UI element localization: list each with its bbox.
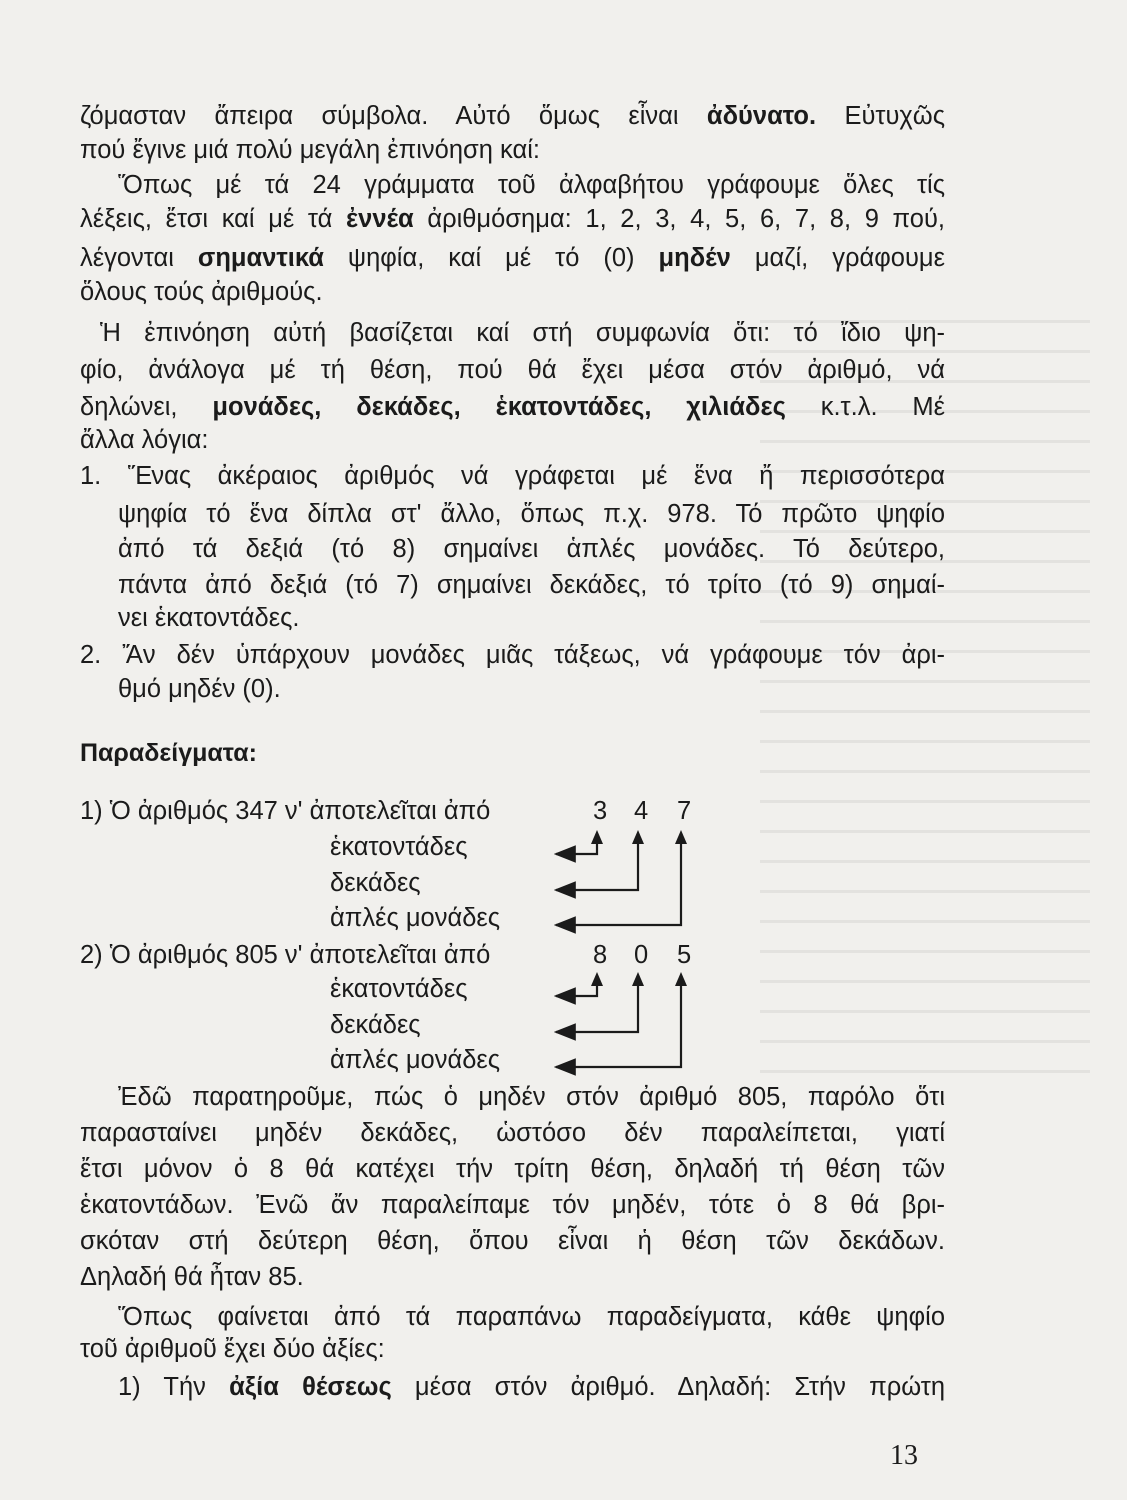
- example1-label-hundreds: ἑκατοντάδες: [330, 833, 468, 861]
- rule1-line3: ἀπό τά δεξιά (τό 8) σημαίνει ἁπλές μονάδες. Τό δεύτερο,: [118, 535, 945, 563]
- arrowhead-up-ex1-hundreds: [591, 830, 603, 844]
- rule2-line1: 2. Ἄν δέν ὑπάρχουν μονάδες μιᾶς τάξεως, νά γράφουμε τόν ἀρι-: [80, 641, 945, 669]
- bold-word: ἐννέα: [346, 205, 414, 233]
- text-run: μαζί, γράφουμε: [730, 244, 945, 272]
- text-run: ἀριθμόσημα: 1, 2, 3, 4, 5, 6, 7, 8, 9 πού,: [413, 205, 945, 233]
- arrowhead-up-ex2-hundreds: [591, 972, 603, 986]
- bold-words: μονάδες, δεκάδες, ἑκατοντάδες, χιλιάδες: [212, 393, 786, 421]
- para2-line2: φίο, ἀνάλογα μέ τή θέση, πού θά ἔχει μέσα στόν ἀριθμό, νά: [80, 356, 945, 384]
- text-run: 1) Τήν: [118, 1373, 230, 1401]
- arrowhead-up-ex1-units: [675, 830, 687, 844]
- example2-label-tens: δεκάδες: [330, 1011, 421, 1039]
- example2-digit-hundreds: 8: [593, 941, 608, 969]
- text-run: μέσα στόν ἀριθμό. Δηλαδή: Στήν πρώτη: [391, 1373, 946, 1401]
- para1-line2: πού ἔγινε μιά πολύ μεγάλη ἐπινόηση καί:: [80, 136, 540, 164]
- example1-digit-units: 7: [677, 797, 692, 825]
- rule1-line2: ψηφία τό ἕνα δίπλα στ' ἄλλο, ὅπως π.χ. 978. Τό πρῶτο ψηφίο: [118, 500, 945, 528]
- text-run: λέξεις, ἔτσι καί μέ τά: [80, 205, 347, 233]
- para1-line3: Ὅπως μέ τά 24 γράμματα τοῦ ἀλφαβήτου γράφουμε ὅλες τίς: [118, 171, 945, 199]
- para3-line3: ἔτσι μόνον ὁ 8 θά κατέχει τήν τρίτη θέση, δηλαδή τή θέση τῶν: [80, 1155, 945, 1183]
- para3-line6: Δηλαδή θά ἦταν 85.: [80, 1263, 304, 1291]
- arrowhead-up-ex2-units: [675, 972, 687, 986]
- bold-words: ἀξία θέσεως: [229, 1373, 392, 1401]
- example1-text: 1) Ὁ ἀριθμός 347 ν' ἀποτελεῖται ἀπό: [80, 797, 491, 825]
- arrow-ex1-units: [556, 835, 681, 925]
- para4-line1: Ὅπως φαίνεται ἀπό τά παραπάνω παραδείγματα, κάθε ψηφίο: [118, 1303, 945, 1331]
- text-run: Εὐτυχῶς: [816, 102, 945, 130]
- example1-label-units: ἁπλές μονάδες: [330, 904, 501, 932]
- para3-line2: παρασταίνει μηδέν δεκάδες, ὡστόσο δέν παραλείπεται, γιατί: [80, 1119, 945, 1147]
- example1-label-tens: δεκάδες: [330, 869, 421, 897]
- example2-digit-units: 5: [677, 941, 692, 969]
- bold-word: σημαντικά: [197, 244, 324, 272]
- bold-word: ἀδύνατο.: [706, 102, 817, 130]
- text-run: κ.τ.λ. Μέ: [785, 393, 946, 421]
- rule1-line4: πάντα ἀπό δεξιά (τό 7) σημαίνει δεκάδες, τό τρίτο (τό 9) σημαί-: [118, 571, 945, 599]
- text-run: ψηφία, καί μέ τό (0): [323, 244, 659, 272]
- para4-line2: τοῦ ἀριθμοῦ ἔχει δύο ἀξίες:: [80, 1335, 385, 1363]
- text-run: δηλώνει,: [80, 393, 213, 421]
- para2-line1: Ἡ ἐπινόηση αὐτή βασίζεται καί στή συμφωνία ὅτι: τό ἴδιο ψη-: [100, 319, 945, 347]
- para2-line4: ἄλλα λόγια:: [80, 426, 209, 454]
- bold-word: μηδέν: [658, 244, 731, 272]
- para3-line1: Ἐδῶ παρατηροῦμε, πώς ὁ μηδέν στόν ἀριθμό 805, παρόλο ὅτι: [118, 1083, 945, 1111]
- example2-text: 2) Ὁ ἀριθμός 805 ν' ἀποτελεῖται ἀπό: [80, 941, 491, 969]
- para3-line5: σκόταν στή δεύτερη θέση, ὅπου εἶναι ἡ θέση τῶν δεκάδων.: [80, 1227, 945, 1255]
- rule2-line2: θμό μηδέν (0).: [118, 675, 281, 703]
- arrow-ex1-hundreds: [556, 835, 597, 854]
- example1-digit-hundreds: 3: [593, 797, 608, 825]
- para4-line3: [118, 1372, 945, 1402]
- examples-heading: Παραδείγματα:: [80, 739, 257, 767]
- arrowhead-up-ex2-tens: [632, 972, 644, 986]
- arrowhead-up-ex1-tens: [632, 830, 644, 844]
- arrow-ex2-hundreds: [556, 977, 597, 996]
- para3-line4: ἑκατοντάδων. Ἐνῶ ἄν παραλείπαμε τόν μηδέν, τότε ὁ 8 θά βρι-: [80, 1191, 945, 1219]
- example2-label-hundreds: ἑκατοντάδες: [330, 975, 468, 1003]
- rule1-line1: 1. Ἕνας ἀκέραιος ἀριθμός νά γράφεται μέ ἕνα ἤ περισσότερα: [80, 462, 945, 490]
- rule1-line5: νει ἑκατοντάδες.: [118, 604, 300, 632]
- arrow-ex2-units: [556, 977, 681, 1067]
- page-number: 13: [890, 1440, 918, 1471]
- text-run: λέγονται: [80, 244, 198, 272]
- para1-line6: ὅλους τούς ἀριθμούς.: [80, 278, 323, 306]
- text-run: ζόμασταν ἄπειρα σύμβολα. Αὐτό ὅμως εἶναι: [80, 102, 707, 130]
- example1-digit-tens: 4: [634, 797, 649, 825]
- example2-digit-tens: 0: [634, 941, 649, 969]
- example2-label-units: ἁπλές μονάδες: [330, 1046, 501, 1074]
